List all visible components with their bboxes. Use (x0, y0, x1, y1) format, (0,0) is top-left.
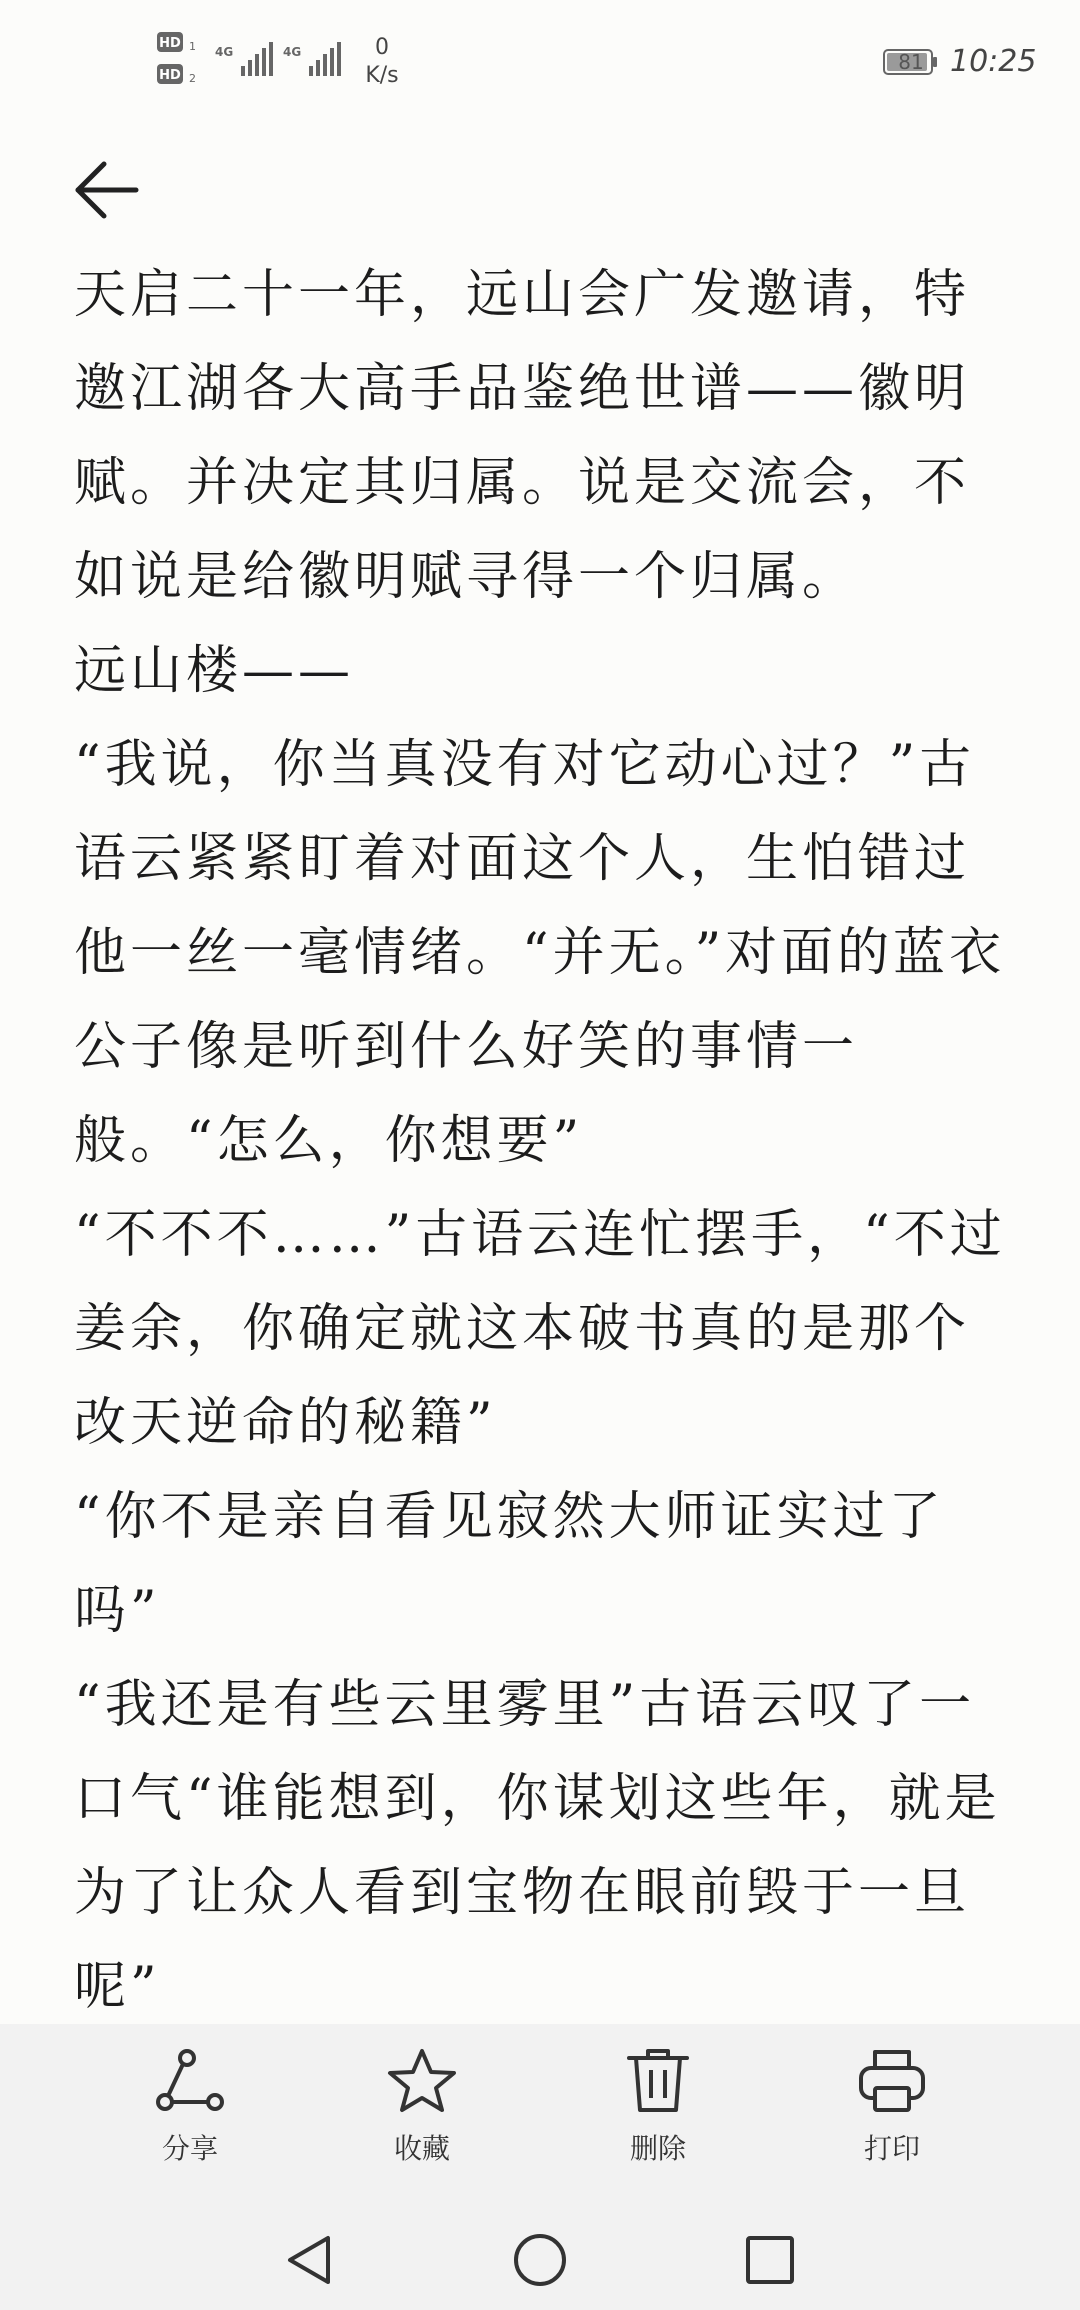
note-content (74, 248, 1014, 2018)
svg-text:HD: HD (159, 36, 181, 51)
circle-home-icon (510, 2230, 570, 2290)
nav-recents-button[interactable] (740, 2230, 800, 2290)
svg-text:2: 2 (189, 72, 196, 85)
network-speed-unit: K/s (365, 63, 399, 88)
arrow-left-icon (70, 150, 150, 230)
battery-level: 81 (898, 50, 924, 74)
svg-text:HD: HD (159, 68, 181, 83)
clock: 10:25 (950, 44, 1037, 79)
network-speed (352, 34, 412, 90)
nav-back-button[interactable] (280, 2230, 340, 2290)
status-bar (0, 0, 1080, 120)
printer-icon (857, 2046, 927, 2116)
svg-text:4G: 4G (283, 45, 302, 59)
print-label: 打印 (863, 2132, 920, 2165)
share-label: 分享 (161, 2132, 218, 2165)
print-button[interactable] (812, 2046, 972, 2186)
paragraph: “我还是有些云里雾里”古语云叹了一口气“谁能想到，你谋划这些年，就是为了让众人看到宝物在眼前毁于一旦呢” (74, 1675, 1001, 2017)
action-bar (0, 2024, 1080, 2204)
svg-text:1: 1 (189, 40, 196, 53)
paragraph: 天启二十一年，远山会广发邀请，特邀江湖各大高手品鉴绝世谱——徽明赋。并决定其归属。说是交流会，不如说是给徽明赋寻得一个归属。 (74, 265, 971, 607)
paragraph: “你不是亲自看见寂然大师证实过了吗” (74, 1487, 945, 1641)
share-button[interactable] (110, 2046, 270, 2186)
nav-home-button[interactable] (510, 2230, 570, 2290)
star-icon (387, 2046, 457, 2116)
share-icon (155, 2046, 225, 2116)
trash-icon (623, 2046, 693, 2116)
delete-label: 删除 (629, 2132, 686, 2165)
favorite-label: 收藏 (393, 2132, 450, 2165)
paragraph: 远山楼—— (74, 641, 355, 701)
paragraph: “我说，你当真没有对它动心过？”古语云紧紧盯着对面这个人，生怕错过他一丝一毫情绪。“并无。”对面的蓝衣公子像是听到什么好笑的事情一般。“怎么，你想要” (74, 735, 1006, 1171)
back-button[interactable] (70, 150, 150, 230)
battery-indicator (883, 47, 939, 77)
paragraph: “不不不……”古语云连忙摆手，“不过姜余，你确定就这本破书真的是那个改天逆命的秘籍” (74, 1205, 1006, 1453)
network-speed-value: 0 (375, 35, 389, 60)
triangle-back-icon (280, 2230, 340, 2290)
square-recents-icon (740, 2230, 800, 2290)
svg-text:4G: 4G (215, 45, 234, 59)
delete-button[interactable] (578, 2046, 738, 2186)
system-nav-bar (0, 2204, 1080, 2310)
favorite-button[interactable] (342, 2046, 502, 2186)
